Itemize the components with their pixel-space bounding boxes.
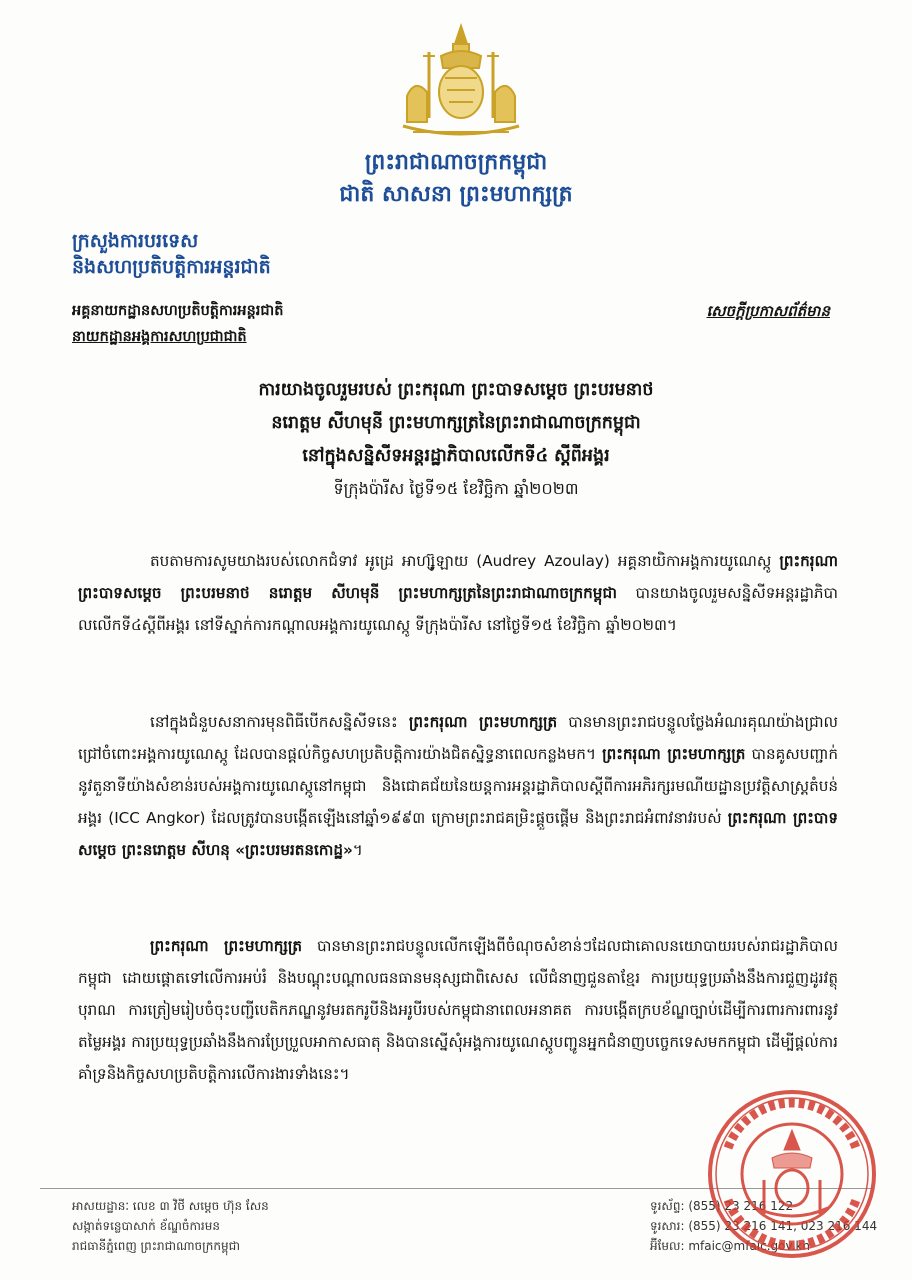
p3-text-b: បានមានព្រះរាជបន្ទូលលើកឡើងពីចំណុចសំខាន់ៗដែលជាគោលនយោបាយរបស់រាជរដ្ឋាភិបាលកម្ពុជា ដោយផ្តោតទៅលើការអប់រំ និងបណ្តុះបណ្តាលធនធានមនុស្សជាពិសេស លើជំនាញជួនតាខ្មែរ ការប្រយុទ្ធប្រឆាំងនឹងការជួញដូរវត្ថុបុរាណ ការត្រៀមរៀបចំចុះបញ្ជីបេតិកភណ្ឌនូវមរតករូបីនិងអរូបីរបស់កម្ពុជានាពេលអនាគត ការបង្កើតក្របខ័ណ្ឌច្បាប់ដើម្បីការពារការពារនូវតម្លៃអង្គរ ការប្រយុទ្ធប្រឆាំងនឹងការប្រែប្រួលអាកាសធាតុ និងបានស្នើសុំអង្គការយូណេស្កូបញ្ជូនអ្នកជំនាញបច្ចេកទេសមកកម្ពុជា ដើម្បីផ្តល់ការគាំទ្រនិងកិច្ចសហប្រតិបត្តិការលើការងារទាំងនេះ។	[78, 937, 838, 1083]
p2-text-c: បានមានព្រះរាជបន្ទូលថ្លែងអំណរគុណយ៉ាងជ្រាលជ្រៅចំពោះអង្គការយូណេស្កូ ដែលបានផ្តល់កិច្ចសហប្រតិបត្តិការយ៉ាងជិតស្និទ្ធនាពេលកន្លងមក។	[78, 713, 838, 763]
department-name-line1: អគ្គនាយកដ្ឋានសហប្រតិបត្តិការអន្តរជាតិ	[72, 303, 284, 319]
body-paragraph-2	[78, 706, 838, 866]
kingdom-name: ព្រះរាជាណាចក្រកម្ពុជា	[364, 150, 548, 175]
national-motto: ជាតិ សាសនា ព្រះមហាក្សត្រ	[339, 182, 573, 207]
document-type-label: សេចក្តីប្រកាសព័ត៌មាន	[706, 302, 830, 320]
footer-fax: ទូរសារ: (855) 23 216 141, 023 216 144	[650, 1219, 878, 1233]
p1-text-a: តបតាមការសូមយាងរបស់លោកជំទាវ អូដ្រេ អាហ្ស៊ូឡាយ (Audrey Azoulay) អគ្គនាយិកាអង្គការយូណេស្កូ	[150, 552, 780, 570]
body-paragraph-1	[78, 545, 838, 641]
footer-address-line3: រាជធានីភ្នំពេញ ព្រះរាជាណាចក្រកម្ពុជា	[72, 1239, 240, 1253]
p2-text-g: ។	[352, 841, 363, 859]
p2-king-title-2: ព្រះករុណា ព្រះមហាក្សត្រ	[602, 745, 746, 763]
p1-king-title: ព្រះករុណា ព្រះបាទសម្តេច ព្រះបរមនាថ នរោត្តម សីហមុនី ព្រះមហាក្សត្រនៃព្រះរាជាណាចក្រកម្ពុជា	[78, 552, 838, 602]
title-line2: នរោត្តម សីហមុនី ព្រះមហាក្សត្រនៃព្រះរាជាណាចក្រកម្ពុជា	[271, 413, 641, 433]
footer-phone: ទូរស័ព្ទ: (855) 23 216 122	[650, 1199, 794, 1213]
ministry-name-line2: និងសហប្រតិបត្តិការអន្តរជាតិ	[72, 256, 271, 278]
p2-text-a: នៅក្នុងជំនួបសនាការមុនពិធីបើកសន្និសីទនេះ	[150, 713, 409, 731]
department-name-line2: នាយកដ្ឋានអង្គការសហប្រជាជាតិ	[72, 329, 247, 345]
ministry-name-line1: ក្រសួងការបរទេស	[72, 230, 199, 252]
footer-email: អ៊ីមែល: mfaic@mfaic.gov.kh	[650, 1239, 811, 1253]
p3-king-title: ព្រះករុណា ព្រះមហាក្សត្រ	[150, 937, 303, 955]
p2-king-title-1: ព្រះករុណា ព្រះមហាក្សត្រ	[408, 713, 558, 731]
p2-king-father-title: ព្រះករុណា ព្រះបាទសម្តេច ព្រះនរោត្តម សីហនុ «ព្រះបរមរតនកោដ្ឋ»	[78, 809, 839, 859]
title-place-date: ទីក្រុងប៉ារីស ថ្ងៃទី១៥ ខែវិច្ឆិកា ឆ្នាំ២០២៣	[333, 479, 579, 498]
title-line3: នៅក្នុងសន្និសីទអន្តរដ្ឋាភិបាលលើកទី៤ ស្តីពីអង្គរ	[302, 446, 610, 466]
title-line1: ការយាងចូលរួមរបស់ ព្រះករុណា ព្រះបាទសម្តេច ព្រះបរមនាថ	[258, 380, 654, 400]
royal-coat-of-arms-emblem	[393, 22, 529, 140]
footer-address	[72, 1196, 269, 1256]
p2-text-e: បានគូសបញ្ជាក់នូវតួនាទីយ៉ាងសំខាន់របស់អង្គការយូណេស្កូនៅកម្ពុជា និងជោគជ័យនៃយន្តការអន្តរដ្ឋាភិបាលស្តីពីការអភិរក្សរមណីយដ្ឋានប្រវត្តិសាស្ត្រតំបន់អង្គរ (ICC Angkor) ដែលត្រូវបានបង្កើតឡើងនៅឆ្នាំ១៩៩៣ ក្រោមព្រះរាជគម្រិះផ្តួចផ្តើម និងព្រះរាជអំពាវនាវរបស់	[78, 745, 838, 827]
official-seal-stamp	[706, 1088, 878, 1260]
body-paragraph-3	[78, 930, 838, 1090]
footer-address-line2: សង្កាត់ទន្លេបាសាក់ ខ័ណ្ឌចំការមន	[72, 1219, 220, 1233]
p1-text-c: បានយាងចូលរួមសន្និសីទអន្តរដ្ឋាភិបាលលើកទី៤ស្តីពីអង្គរ នៅទីស្នាក់ការកណ្តាលអង្គការយូណេស្កូ ទីក្រុងប៉ារីស នៅថ្ងៃទី១៥ ខែវិច្ឆិកា ឆ្នាំ២០២៣។	[78, 584, 839, 634]
footer-address-line1: អាសយដ្ឋានៈ លេខ ៣ វិថី សម្តេច ហ៊ុន សែន	[72, 1199, 269, 1213]
